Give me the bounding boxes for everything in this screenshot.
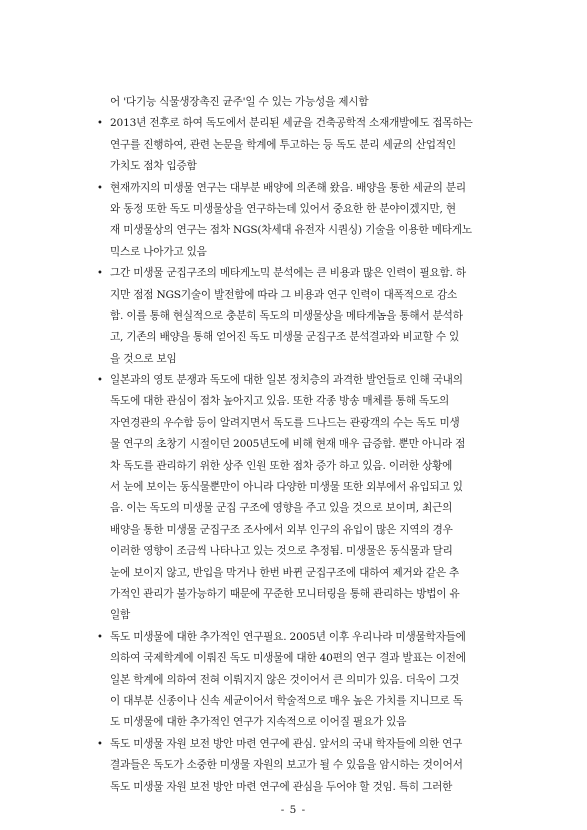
text-line — [97, 178, 514, 199]
line-text: 어 '다기능 식물생장촉진 균주'일 수 있는 가능성을 제시함 — [110, 96, 369, 108]
text-line — [97, 113, 514, 134]
line-text: 가치도 점차 입증함 — [110, 160, 197, 173]
text-line — [110, 648, 514, 669]
bullet-paragraph — [97, 113, 514, 177]
text-line — [110, 413, 514, 434]
line-text: 차 독도를 관리하기 위한 상주 인원 또한 점차 증가 하고 있음. 이러한 상황에 — [110, 459, 453, 472]
line-text: 현재까지의 미생물 연구는 대부분 배양에 의존해 왔음. 배양을 통한 세균의 분리 — [110, 181, 466, 194]
line-text: 의하여 국제학계에 이뤄진 독도 미생물에 대한 40편의 연구 결과 발표는 이전에 — [110, 652, 466, 665]
line-text: 고, 기존의 배양을 통해 얻어진 독도 미생물 군집구조 분석결과와 비교할 수 있 — [110, 331, 460, 344]
line-text: 서 눈에 보이는 동식물뿐만이 아니라 다양한 미생물 또한 외부에서 유입되고 있 — [110, 481, 463, 494]
text-line — [110, 541, 514, 562]
bullet-paragraph — [97, 734, 514, 798]
line-text: 독도 미생물 자원 보전 방안 마련 연구에 관심을 두어야 할 것임. 특히 그러한 — [110, 780, 453, 793]
text-line — [110, 498, 514, 519]
bullet-marker: • — [97, 375, 103, 387]
text-line — [110, 584, 514, 605]
line-text: 독도 미생물에 대한 추가적인 연구필요. 2005년 이후 우리나라 미생물학자들에 — [110, 630, 466, 643]
bullet-marker: • — [97, 738, 103, 750]
line-text: 가적인 관리가 불가능하기 때문에 꾸준한 모니터링을 통해 관리하는 방법이 유 — [110, 587, 460, 600]
line-text: 결과들은 독도가 소중한 미생물 자원의 보고가 될 수 있음을 암시하는 것이어서 — [110, 759, 463, 772]
line-text: 자연경관의 우수함 등이 알려지면서 독도를 드나드는 관광객의 수는 독도 미생 — [110, 416, 460, 429]
text-line — [110, 691, 514, 712]
continuation-paragraph — [110, 92, 514, 113]
text-line — [110, 755, 514, 776]
line-text: 함. 이를 통해 현실적으로 충분히 독도의 미생물상을 메타게놈을 통해서 분석하 — [110, 309, 463, 322]
line-text: 배양을 통한 미생물 군집구조 조사에서 외부 인구의 유입이 많은 지역의 경우 — [110, 523, 453, 536]
line-text: 그간 미생물 군집구조의 메타게노믹 분석에는 큰 비용과 많은 인력이 필요함. 하 — [110, 267, 466, 280]
text-line — [97, 263, 514, 284]
line-text: 일함 — [110, 609, 131, 622]
line-text: 일본과의 영토 분쟁과 독도에 대한 일본 정치층의 과격한 발언들로 인해 국내의 — [110, 374, 463, 387]
line-text: 연구를 진행하여, 관련 논문을 학계에 투고하는 등 독도 분리 세균의 산업적인 — [110, 138, 456, 151]
text-line — [110, 349, 514, 370]
text-line — [110, 777, 514, 798]
text-line — [110, 520, 514, 541]
page-number: - 5 - — [280, 804, 307, 816]
bullet-marker: • — [97, 182, 103, 194]
line-text: 2013년 전후로 하여 독도에서 분리된 세균을 건축공학적 소재개발에도 접목하는 — [110, 117, 473, 130]
text-line — [110, 456, 514, 477]
line-text: 눈에 보이지 않고, 반입을 막거나 한번 바뀐 군집구조에 대하여 제거와 같은 추 — [110, 566, 460, 579]
text-line — [97, 734, 514, 755]
text-line — [110, 92, 514, 113]
line-text: 지만 점점 NGS기술이 발전함에 따라 그 비용과 연구 인력이 대폭적으로 감소 — [110, 288, 458, 301]
line-text: 독도 미생물 자원 보전 방안 마련 연구에 관심. 앞서의 국내 학자들에 의한 연구 — [110, 737, 463, 750]
line-text: 이 대부분 신종이나 신속 세균이어서 학술적으로 매우 높은 가치를 지니므로 독 — [110, 694, 463, 707]
line-text: 음. 이는 독도의 미생물 군집 구조에 영향을 주고 있을 것으로 보이며, 최근의 — [110, 502, 453, 515]
text-line — [97, 370, 514, 391]
text-line — [110, 563, 514, 584]
bullet-paragraph — [97, 263, 514, 370]
text-line — [97, 627, 514, 648]
text-line — [110, 391, 514, 412]
line-text: 믹스로 나아가고 있음 — [110, 245, 207, 258]
line-text: 일본 학계에 의하여 전혀 이뤄지지 않은 것이어서 큰 의미가 있음. 더욱이 그것 — [110, 673, 460, 686]
bullet-paragraph — [97, 627, 514, 734]
text-line — [110, 477, 514, 498]
text-line — [110, 306, 514, 327]
text-line — [110, 605, 514, 626]
line-text: 재 미생물상의 연구는 점차 NGS(차세대 유전자 시퀀싱) 기술을 이용한 메타게노 — [110, 224, 472, 237]
text-line — [110, 434, 514, 455]
bullet-marker: • — [97, 268, 103, 280]
line-text: 와 동정 또한 독도 미생물상을 연구하는데 있어서 중요한 한 분야이겠지만, 현 — [110, 202, 456, 215]
line-text: 이러한 영향이 조금씩 나타나고 있는 것으로 추정됨. 미생물은 동식물과 달리 — [110, 545, 453, 558]
text-line — [110, 156, 514, 177]
line-text: 을 것으로 보임 — [110, 352, 177, 365]
text-line — [110, 712, 514, 733]
text-line — [110, 285, 514, 306]
line-text: 독도에 대한 관심이 점차 높아지고 있음. 또한 각종 방송 매체를 통해 독도의 — [110, 395, 450, 408]
line-text: 물 연구의 초창기 시절이던 2005년도에 비해 현재 매우 급증함. 뿐만 아니라 점 — [110, 438, 466, 451]
text-line — [110, 199, 514, 220]
text-line — [110, 220, 514, 241]
body-text — [97, 92, 514, 798]
text-line — [110, 242, 514, 263]
text-line — [110, 327, 514, 348]
bullet-paragraph — [97, 370, 514, 627]
bullet-marker: • — [97, 631, 103, 643]
bullet-marker: • — [97, 118, 103, 130]
bullet-paragraph — [97, 178, 514, 264]
text-line — [110, 135, 514, 156]
text-line — [110, 670, 514, 691]
line-text: 도 미생물에 대한 추가적인 연구가 지속적으로 이어질 필요가 있음 — [110, 716, 407, 729]
